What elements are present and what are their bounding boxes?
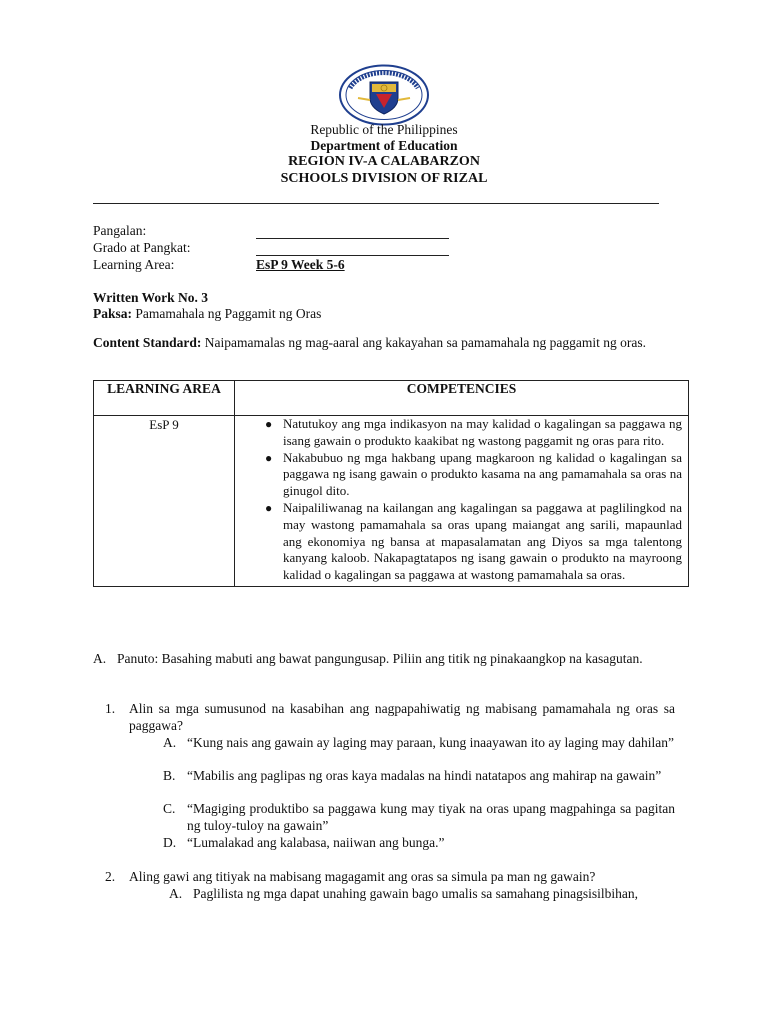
grade-field-line[interactable] bbox=[256, 255, 449, 256]
instruction-text: Panuto: Basahing mabuti ang bawat pangungusap. Piliin ang titik ng pinakaangkop na kasagutan. bbox=[117, 651, 643, 666]
grade-label: Grado at Pangkat: bbox=[93, 240, 191, 255]
area-cell: EsP 9 bbox=[94, 416, 235, 587]
choice-text: “Magiging produktibo sa paggawa kung may tiyak na oras upang magpahinga sa pagitan ng tuloy-tuloy na gawain” bbox=[187, 801, 675, 833]
choice-letter: D. bbox=[163, 835, 177, 850]
name-label: Pangalan: bbox=[93, 223, 147, 238]
choice-letter: A. bbox=[163, 735, 177, 750]
topic-label: Paksa: bbox=[93, 306, 133, 321]
bullet-icon: ● bbox=[265, 500, 273, 515]
competency-item: ● Naipaliliwanag na kailangan ang kagalingan sa paggawa at paglilingkod na may wastong pamamahala sa oras upang maiangat ang sarili, mapaunlad ang ekonomiya ng bansa at mapasalamatan ang Diyos sa mga talentong kanyang kaloob. Nakapagtatapos ng isang gawain o produkto na mayroong kalidad o kagalingan sa paggawa at wastong pamamahala sa oras. bbox=[265, 499, 682, 583]
competencies-cell bbox=[235, 416, 689, 587]
question-number: 2. bbox=[105, 869, 116, 884]
header-division: SCHOOLS DIVISION OF RIZAL bbox=[280, 171, 488, 186]
col-learning-area-header: LEARNING AREA bbox=[94, 381, 235, 416]
question-number: 1. bbox=[105, 701, 116, 716]
header-republic: Republic of the Philippines bbox=[310, 122, 458, 137]
name-field-line[interactable] bbox=[256, 238, 449, 239]
competency-item: ● Nakabubuo ng mga hakbang upang magkaroon ng kalidad o kagalingan sa paggawa ng isang gawain o produkto kasama na ang pamamahala sa oras na ginugol dito. bbox=[265, 449, 682, 499]
header-region: REGION IV-A CALABARZON bbox=[288, 154, 480, 169]
question-text: Alin sa mga sumusunod na kasabihan ang nagpapahiwatig ng mabisang pamamahala ng oras sa paggawa? bbox=[129, 701, 675, 733]
competencies-table bbox=[93, 380, 689, 587]
bullet-icon: ● bbox=[265, 417, 273, 431]
choice-text: “Kung nais ang gawain ay laging may paraan, kung inaayawan ito ay laging may dahilan” bbox=[187, 735, 674, 750]
choice-text: “Mabilis ang paglipas ng oras kaya madalas na hindi natatapos ang mahirap na gawain” bbox=[187, 768, 662, 783]
standard-text: Naipamamalas ng mag-aaral ang kakayahan sa pamamahala ng paggamit ng oras. bbox=[204, 335, 646, 350]
question-text: Aling gawi ang titiyak na mabisang magagamit ang oras sa simula pa man ng gawain? bbox=[129, 869, 596, 884]
standard-label: Content Standard: bbox=[93, 335, 202, 350]
col-competencies-header: COMPETENCIES bbox=[235, 381, 689, 416]
area-label: Learning Area: bbox=[93, 257, 175, 272]
competency-item: ● Natutukoy ang mga indikasyon na may kalidad o kagalingan sa paggawa ng isang gawain o produkto kaakibat ng wastong paggamit ng oras para rito. bbox=[265, 416, 682, 448]
topic-text: Pamamahala ng Paggamit ng Oras bbox=[135, 306, 322, 321]
instruction-letter: A. bbox=[93, 651, 107, 666]
choice-text: “Lumalakad ang kalabasa, naiiwan ang bunga.” bbox=[187, 835, 445, 850]
area-value: EsP 9 Week 5-6 bbox=[256, 257, 345, 272]
choice-letter: C. bbox=[163, 801, 176, 816]
deped-seal-logo bbox=[338, 64, 430, 126]
choice-letter: B. bbox=[163, 768, 176, 783]
choice-text: Paglilista ng mga dapat unahing gawain bago umalis sa samahang pinagsisilbihan, bbox=[193, 886, 639, 901]
bullet-icon: ● bbox=[265, 450, 273, 465]
header-department: Department of Education bbox=[310, 138, 458, 153]
work-title: Written Work No. 3 bbox=[93, 290, 209, 305]
content-standard bbox=[93, 334, 689, 351]
header-divider bbox=[93, 203, 659, 204]
choice-letter: A. bbox=[169, 886, 183, 901]
